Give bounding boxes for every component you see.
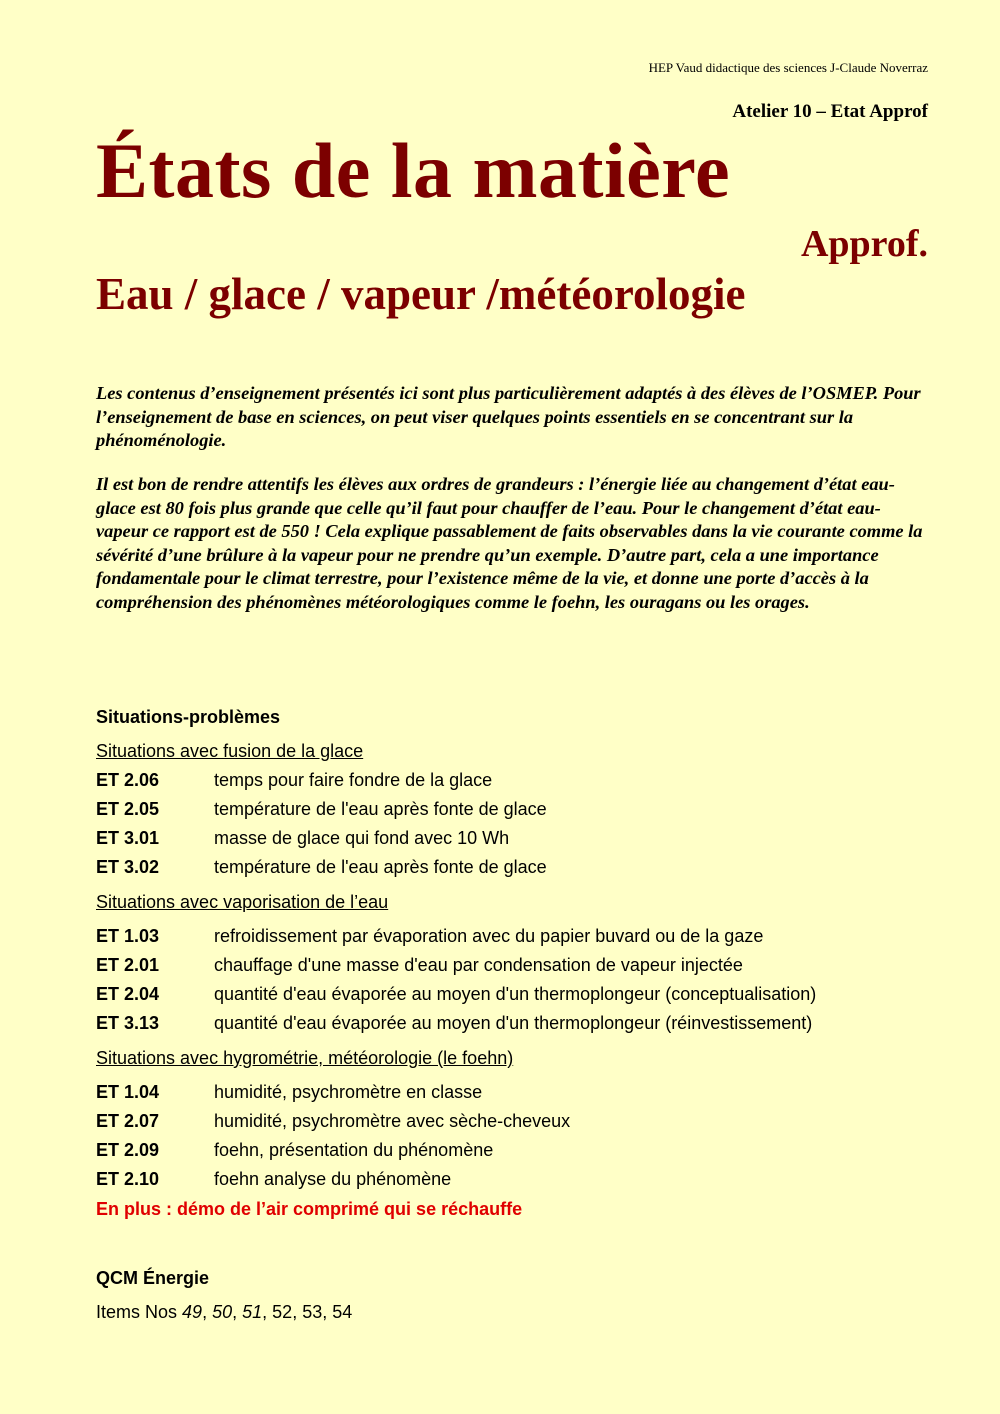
list-item xyxy=(96,984,816,1005)
item-code: ET 3.01 xyxy=(96,828,160,848)
item-text: foehn analyse du phénomène xyxy=(214,1169,452,1189)
item-code: ET 3.13 xyxy=(96,1013,160,1033)
page-subtitle: Eau / glace / vapeur /météorologie xyxy=(96,269,746,319)
item-code: ET 1.04 xyxy=(96,1082,160,1102)
list-item xyxy=(96,1082,482,1103)
item-text: refroidissement par évaporation avec du papier buvard ou de la gaze xyxy=(214,926,764,946)
item-text: humidité, psychromètre en classe xyxy=(214,1082,483,1102)
list-item xyxy=(96,926,763,947)
qcm-prefix: Items Nos xyxy=(96,1302,183,1322)
item-text: humidité, psychromètre avec sèche-cheveux xyxy=(214,1111,571,1131)
qcm-item-51: 51 xyxy=(242,1302,263,1322)
list-item xyxy=(96,1140,493,1161)
group-heading-fusion: Situations avec fusion de la glace xyxy=(96,741,364,761)
item-code: ET 2.01 xyxy=(96,955,160,975)
approf-label: Approf. xyxy=(800,223,928,265)
item-code: ET 3.02 xyxy=(96,857,160,877)
list-item xyxy=(96,1111,570,1132)
list-item xyxy=(96,857,547,878)
item-code: ET 2.06 xyxy=(96,770,160,790)
qcm-item-49: 49 xyxy=(182,1302,203,1322)
qcm-items xyxy=(96,1302,352,1323)
item-text: température de l'eau après fonte de glace xyxy=(214,857,547,877)
item-text: temps pour faire fondre de la glace xyxy=(214,770,493,790)
item-text: chauffage d'une masse d'eau par condensation de vapeur injectée xyxy=(214,955,743,975)
atelier-label: Atelier 10 – Etat Approf xyxy=(732,101,928,122)
list-item xyxy=(96,770,492,791)
item-text: quantité d'eau évaporée au moyen d'un thermoplongeur (conceptualisation) xyxy=(214,984,817,1004)
qcm-heading: QCM Énergie xyxy=(96,1268,210,1288)
list-item xyxy=(96,955,743,976)
group-heading-vaporisation: Situations avec vaporisation de l’eau xyxy=(96,892,389,912)
item-code: ET 2.07 xyxy=(96,1111,160,1131)
item-code: ET 2.09 xyxy=(96,1140,160,1160)
qcm-items-rest: 52, 53, 54 xyxy=(272,1302,353,1322)
item-text: masse de glace qui fond avec 10 Wh xyxy=(214,828,510,848)
qcm-sep: , xyxy=(232,1302,243,1322)
institution-header: HEP Vaud didactique des sciences J-Claude Noverraz xyxy=(648,60,928,75)
qcm-item-50: 50 xyxy=(212,1302,233,1322)
page-title: États de la matière xyxy=(96,127,731,214)
intro-paragraph-2: Il est bon de rendre attentifs les élèves aux ordres de grandeurs : l’énergie liée au changement d’état eau-glace est 80 fois plus grande que celle qu’il faut pour chauffer de l’eau. Pour le changement d’état eau-vapeur ce rapport est de 550 ! Cela explique passablement de faits observables dans la vie courante comme la sévérité d’une brûlure à la vapeur pour ne prendre qu’un exemple. D’autre part, cela a une importance fondamentale pour le climat terrestre, pour l’existence même de la vie, et donne une porte d’accès à la compréhension des phénomènes météorologiques comme le foehn, les ouragans ou les orages. xyxy=(96,474,923,612)
item-text: foehn, présentation du phénomène xyxy=(214,1140,494,1160)
list-item xyxy=(96,1013,812,1034)
intro-paragraph-1: Les contenus d’enseignement présentés ici sont plus particulièrement adaptés à des élèves de l’OSMEP. Pour l’enseignement de base en sciences, on peut viser quelques points essentiels en se concentrant sur la phénoménologie. xyxy=(96,383,921,450)
list-item xyxy=(96,1169,451,1190)
item-text: quantité d'eau évaporée au moyen d'un thermoplongeur (réinvestissement) xyxy=(214,1013,813,1033)
item-code: ET 2.04 xyxy=(96,984,160,1004)
qcm-sep: , xyxy=(262,1302,273,1322)
list-item xyxy=(96,828,509,849)
situations-heading: Situations-problèmes xyxy=(96,707,281,727)
item-code: ET 2.10 xyxy=(96,1169,160,1189)
item-text: température de l'eau après fonte de glace xyxy=(214,799,547,819)
extra-demo-note: En plus : démo de l’air comprimé qui se réchauffe xyxy=(96,1199,523,1219)
qcm-sep: , xyxy=(202,1302,213,1322)
list-item xyxy=(96,799,547,820)
item-code: ET 2.05 xyxy=(96,799,160,819)
item-code: ET 1.03 xyxy=(96,926,160,946)
group-heading-hygrometrie: Situations avec hygrométrie, météorologie (le foehn) xyxy=(96,1048,514,1068)
